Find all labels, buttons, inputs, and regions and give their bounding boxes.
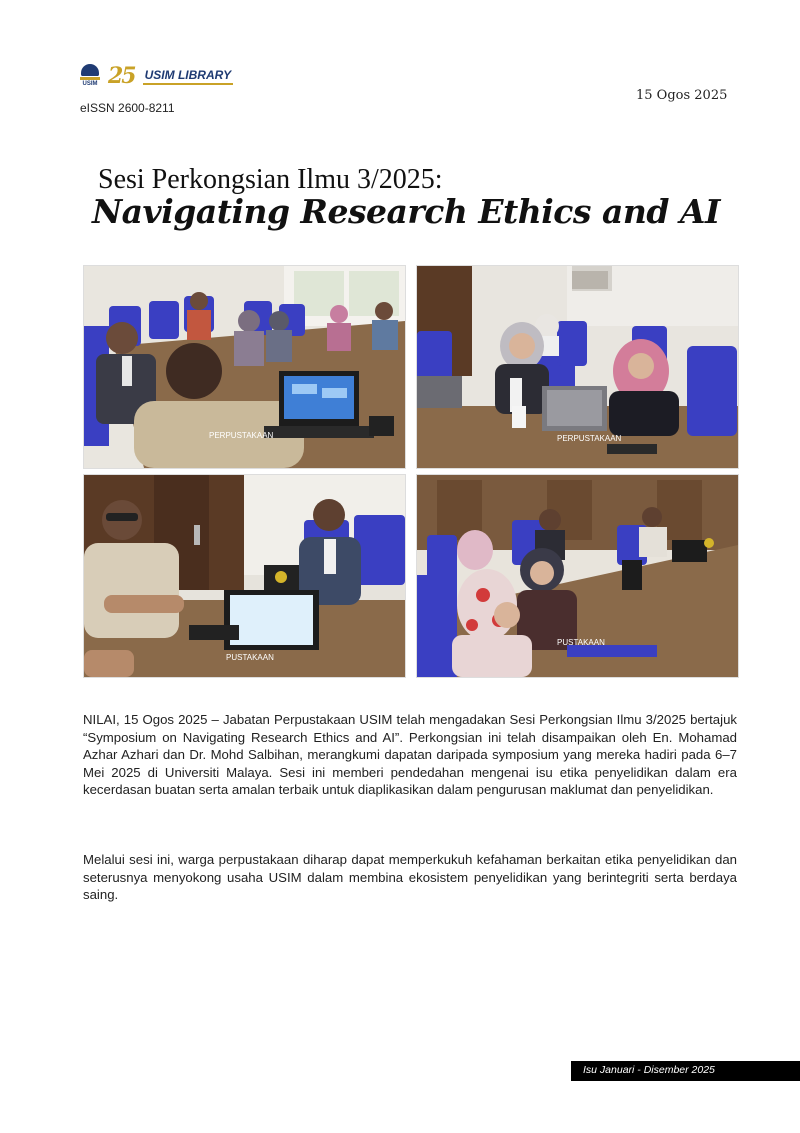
photo-3 (83, 474, 406, 678)
header-logos (80, 60, 233, 92)
article-paragraph-1: NILAI, 15 Ogos 2025 – Jabatan Perpustakaan USIM telah mengadakan Sesi Perkongsian Ilmu 3/2025 bertajuk “Symposium on Navigating Research Ethics and AI”. Perkongsian ini telah disampaikan oleh En. Mohamad Azhar Azhari dan Dr. Mohd Salbihan, merangkumi dapatan daripada symposium yang mereka hadiri pada 6–7 Mei 2025 di Universiti Malaya. Sesi ini memberi pendedahan mengenai isu etika penyelidikan dalam era kecerdasan buatan serta amalan terbaik untuk diaplikasikan dalam pengurusan maklumat dan penyelidikan. (83, 712, 737, 797)
photo-1 (83, 265, 406, 469)
eissn-number: eISSN 2600-8211 (80, 101, 175, 115)
usim-logo-text: USIM (82, 81, 98, 87)
article-title-line2: Navigating Research Ethics and AI (92, 192, 720, 231)
photo-watermark: PUSTAKAAN (557, 638, 605, 647)
photo-watermark: PERPUSTAKAAN (209, 431, 274, 440)
footer-issue-bar (571, 1061, 800, 1081)
usim-library-logo: USIM LIBRARY (143, 68, 233, 85)
photo-watermark: PERPUSTAKAAN (557, 434, 622, 443)
photo-watermark: PUSTAKAAN (226, 653, 274, 662)
25-anniversary-logo: 25 (108, 63, 135, 89)
photo-2 (416, 265, 739, 469)
article-paragraph-2: Melalui sesi ini, warga perpustakaan diharap dapat memperkukuh kefahaman berkaitan etika penyelidikan dan seterusnya menyokong usaha USIM dalam membina ekosistem penyelidikan yang berintegriti serta berdaya saing. (83, 852, 737, 902)
photo-4 (416, 474, 739, 678)
publication-date: 15 Ogos 2025 (636, 88, 728, 103)
usim-logo (80, 62, 100, 90)
article-title-line1: Sesi Perkongsian Ilmu 3/2025: (98, 164, 443, 195)
footer-issue-text: Isu Januari - Disember 2025 (583, 1064, 715, 1076)
